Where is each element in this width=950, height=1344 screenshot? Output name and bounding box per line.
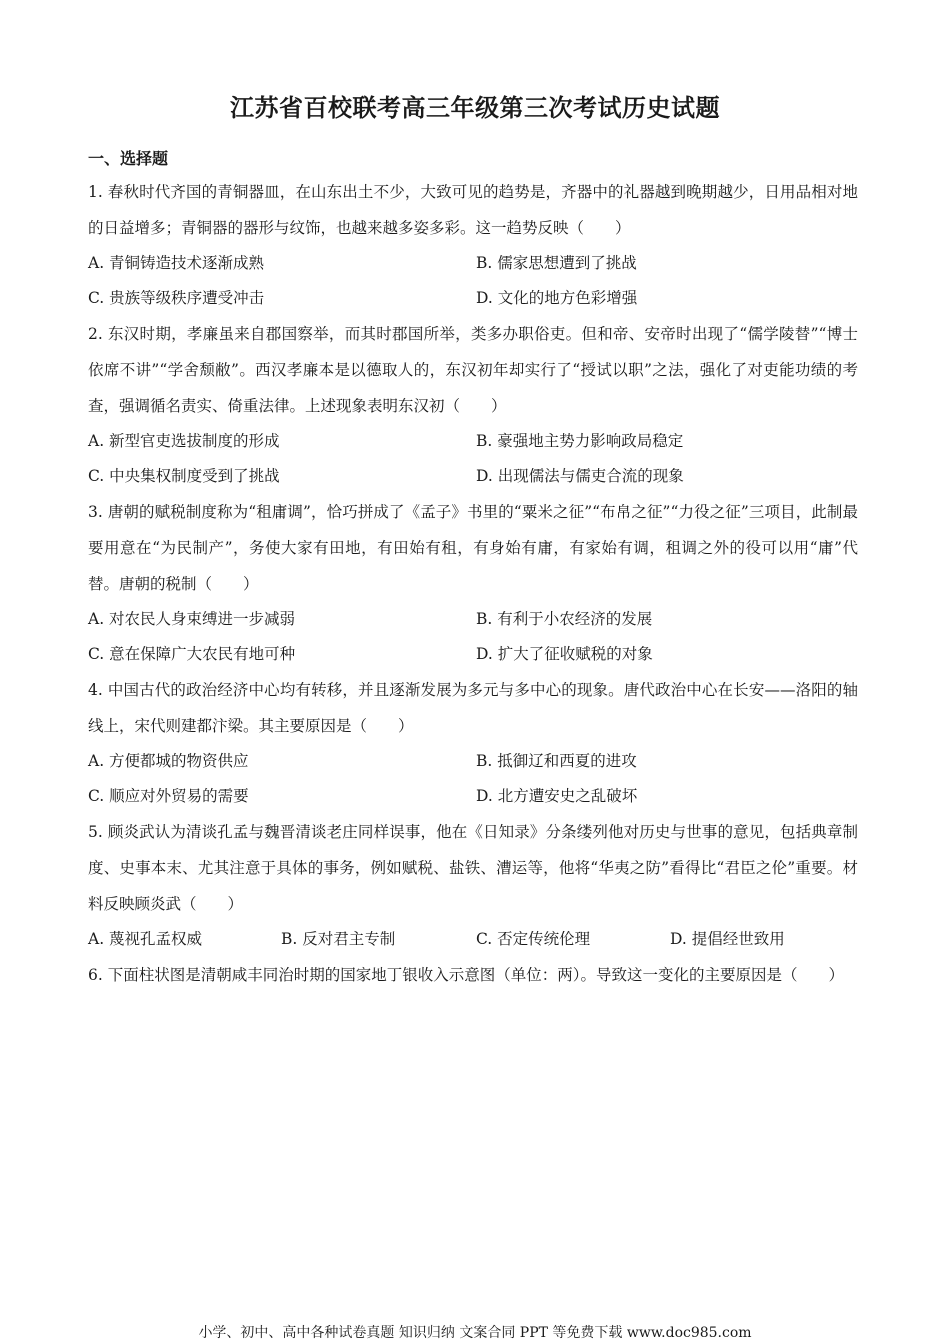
option-d: D. 出现儒法与儒吏合流的现象 (476, 467, 684, 485)
option-a: A. 青铜铸造技术逐渐成熟 (88, 254, 265, 272)
question-4 (88, 672, 858, 814)
option-a: A. 蔑视孔孟权威 (88, 930, 203, 948)
option-c: C. 否定传统伦理 (476, 930, 591, 948)
question-stem: 5. 顾炎武认为清谈孔孟与魏晋清谈老庄同样误事，他在《日知录》分条缕列他对历史与世事的意见，包括典章制度、史事本末、尤其注意于具体的事务，例如赋税、盐铁、漕运等，他将“华夷之防”看得比“君臣之伦”重要。材料反映顾炎武（ ） (88, 823, 858, 913)
option-b: B. 有利于小农经济的发展 (476, 610, 653, 628)
question-5 (88, 814, 858, 957)
option-d: D. 扩大了征收赋税的对象 (476, 645, 653, 663)
option-b: B. 抵御辽和西夏的进攻 (476, 752, 637, 770)
question-stem: 6. 下面柱状图是清朝咸丰同治时期的国家地丁银收入示意图（单位：两）。导致这一变化的主要原因是（ ） (88, 966, 844, 984)
question-stem: 2. 东汉时期，孝廉虽来自郡国察举，而其时郡国所举，类多办职俗吏。但和帝、安帝时出现了“儒学陵替”“博士依席不讲”“学舍颓敝”。西汉孝廉本是以德取人的，东汉初年却实行了“授试以职”之法，强化了对吏能功绩的考查，强调循名责实、倚重法律。上述现象表明东汉初（ ） (88, 325, 858, 415)
question-stem: 1. 春秋时代齐国的青铜器皿，在山东出土不少，大致可见的趋势是，齐器中的礼器越到晚期越少，日用品相对地的日益增多；青铜器的器形与纹饰，也越来越多姿多彩。这一趋势反映（ ） (88, 183, 858, 237)
question-stem: 3. 唐朝的赋税制度称为“租庸调”，恰巧拼成了《孟子》书里的“粟米之征”“布帛之征”“力役之征”三项目，此制最要用意在“为民制产”，务使大家有田地，有田始有租，有身始有庸，有家始有调，租调之外的役可以用“庸”代替。唐朝的税制（ ） (88, 503, 858, 593)
option-b: B. 豪强地主势力影响政局稳定 (476, 432, 684, 450)
option-a: A. 新型官吏选拔制度的形成 (88, 432, 280, 450)
section-heading: 一、选择题 (88, 149, 169, 168)
option-d: D. 北方遭安史之乱破坏 (476, 787, 638, 805)
option-a: A. 对农民人身束缚进一步减弱 (88, 610, 296, 628)
question-list (88, 174, 858, 993)
question-2 (88, 316, 858, 494)
option-d: D. 文化的地方色彩增强 (476, 289, 638, 307)
option-c: C. 顺应对外贸易的需要 (88, 787, 249, 805)
page-footer: 小学、初中、高中各种试卷真题 知识归纳 文案合同 PPT 等免费下载 www.doc985.com (198, 1325, 752, 1341)
option-c: C. 贵族等级秩序遭受冲击 (88, 289, 265, 307)
option-b: B. 反对君主专制 (281, 930, 396, 948)
option-b: B. 儒家思想遭到了挑战 (476, 254, 637, 272)
question-3 (88, 494, 858, 672)
option-c: C. 意在保障广大农民有地可种 (88, 645, 296, 663)
question-6 (88, 957, 858, 993)
option-c: C. 中央集权制度受到了挑战 (88, 467, 280, 485)
option-d: D. 提倡经世致用 (670, 930, 785, 948)
exam-title: 江苏省百校联考高三年级第三次考试历史试题 (230, 93, 720, 122)
question-stem: 4. 中国古代的政治经济中心均有转移，并且逐渐发展为多元与多中心的现象。唐代政治中心在长安——洛阳的轴线上，宋代则建都汴梁。其主要原因是（ ） (88, 681, 858, 735)
option-a: A. 方便都城的物资供应 (88, 752, 249, 770)
question-1 (88, 174, 858, 316)
